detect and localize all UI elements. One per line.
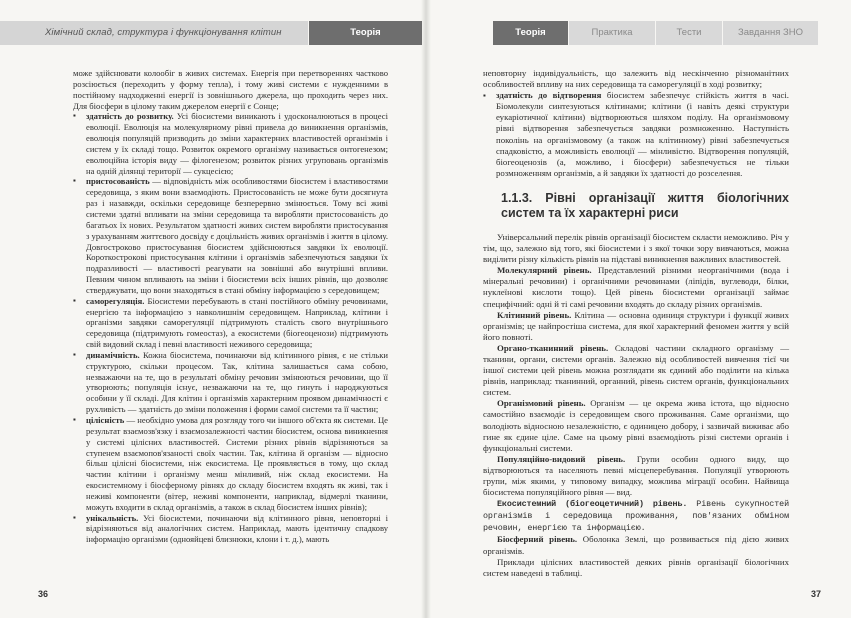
definition: Організм — це окрема жива істота, що відносно самостійно взаємодіє із середовищем свого проживання. Саме організми, що володіють відносною незалежністю, є одиницею добору, і зазвичай виживає або гине як єдине ціле. Саме на цьому рівні взаємодіють різні системи органів і функціональні системи. bbox=[483, 398, 789, 453]
right-page bbox=[426, 0, 851, 618]
list-item bbox=[483, 90, 789, 179]
level-item bbox=[483, 343, 789, 398]
term: Організмовий рівень. bbox=[497, 398, 586, 409]
book-gutter bbox=[421, 0, 431, 618]
tab-practice[interactable]: Практика bbox=[568, 21, 655, 45]
definition: Представлений різними неорганічними (вода і мінеральні речовини) і органічними речовинами (ліпідів, вуглеводи, білки, нуклеїнові кислоти тощо). Цей рівень біосистеми організації займає специфічний: одні й ті самі речовини входять до складу різних організмів. bbox=[483, 265, 789, 309]
paragraph: неповторну індивідуальність, що залежить від нескінченно різноманітних особливостей впливу на них середовища та саморегуляції в ході розвитку; bbox=[483, 68, 789, 90]
paragraph: Приклади цілісних властивостей деяких рівнів організації біологічних систем наведені в таблиці. bbox=[483, 556, 789, 578]
tab-zno-tasks[interactable]: Завдання ЗНО bbox=[722, 21, 818, 45]
list-item bbox=[73, 111, 388, 176]
term: Органо-тканинний рівень. bbox=[497, 342, 609, 353]
level-item bbox=[483, 265, 789, 309]
section-heading: 1.1.3. Рівні організації життя біологічних систем та їх характерні риси bbox=[501, 190, 789, 220]
definition: Клітина — основна одиниця структури і функції живих організмів; це найпростіша система, для якої характерний феномен життя у всій його повноті. bbox=[483, 309, 789, 342]
term: Екосистемний (біогеоцетичний) рівень. bbox=[497, 499, 688, 510]
term: Молекулярний рівень. bbox=[497, 265, 592, 276]
tab-tests[interactable]: Тести bbox=[655, 21, 722, 45]
list-item bbox=[73, 176, 388, 295]
term: цілісність bbox=[86, 415, 125, 425]
level-item bbox=[483, 310, 789, 343]
term: пристосованість bbox=[86, 176, 150, 187]
page-number-left: 36 bbox=[38, 589, 49, 599]
definition: Складові частини складного організму — тканини, органи, системи органів. Залежно від особливостей вивчення тієї чи іншої системи цей рівень можна розглядати як єдиний або поділити на кілька рівнів, наприклад: тканинний, органний, рівень систем органів, функціональних систем. bbox=[483, 342, 789, 398]
chapter-title: Хімічний склад, структура і функціонування клітин bbox=[0, 21, 308, 45]
level-item bbox=[483, 534, 789, 556]
tab-theory-left[interactable]: Теорія bbox=[308, 21, 422, 45]
term: саморегуляція. bbox=[86, 295, 145, 306]
definition: Усі біосистеми виникають і удосконалюються в процесі еволюції. Еволюція на молекулярному рівні привела до виникнення організмів, еволюція популяцій призводить до зміни характерних властивостей організмів і систем у їх складі тощо. Розвиток окремого організму називається онтогенезом; еволюційна історія виду — філогенезом; розвиток різних угруповань організмів на одній ділянці території — сукцесією; bbox=[86, 111, 388, 176]
term: Клітинний рівень. bbox=[497, 309, 572, 320]
definition: Біосистеми перебувають в стані постійного обміну речовинами, енергією та інформацією з навколишнім середовищем. Наприклад, клітини і організми завдяки саморегуляції підтримують сталість свого внутрішнього середовища (підтримують гомеостаз), а екосистеми (біогеоценози) підтримують свій видовий склад і певні властивості неживого середовища; bbox=[86, 295, 388, 350]
right-header bbox=[492, 21, 818, 45]
list-item bbox=[73, 296, 388, 350]
tab-theory[interactable]: Теорія bbox=[492, 21, 568, 45]
term: унікальність. bbox=[86, 512, 139, 523]
definition: — відповідність між особливостями біосистем і властивостями середовища, з яким вони взаємодіють. Пристосованість не може бути досягнута раз і назавжди, оскільки середовище безперервно змінюється. Тому всі живі системи здатні впливати на зміни середовища та виробляти пристосованість до багатьох їх нових. Результатом здатності живих систем виробляти пристосування з урахуванням життєвого досвіду є доцільність живих організмів і життя в цілому. Довгостроково пристосування біосистем здійснюються завдяки їх еволюції. Короткострокові пристосування клітини і організмів забезпечуються завдяки їх подразливості — властивості реагувати на зовнішні або внутрішні впливи. Певним чином впливають на зміни і біосистеми всіх інших рівнів, що дозволяє стверджувати, що вони знаходяться в стані обміну інформацією з середовищем; bbox=[86, 176, 388, 295]
level-item bbox=[483, 398, 789, 453]
list-item bbox=[73, 350, 388, 415]
left-header bbox=[0, 21, 422, 45]
term: здатність до розвитку. bbox=[86, 111, 174, 122]
term: Біосферний рівень. bbox=[497, 534, 578, 545]
definition: Оболонка Землі, що розвивається під дією живих організмів. bbox=[483, 534, 789, 556]
definition: — необхідно умова для розгляду того чи іншого об'єкта як системи. Це результат взаємозв'язку і взаємозалежності частин біосистем, основа виникнення у системі цілісних властивостей. Системи різних рівнів відрізняються за ступенем взаємопов'язаності своїх частин. Так, клітина й організм — відносно більш цілісні біосистеми, ніж екосистема. Це проявляється в тому, що склад частин клітини і організму менш мінливий, ніж склад екосистеми. На екосистемному і біосферному рівнях до складу біосистем входять як живі, так і неживі компоненти (вітер, неживі компоненти, наприклад, відмерлі тканини, можуть входити в склад організмів, а також в склад біосистем інших рівнів); bbox=[86, 415, 388, 512]
definition: біосистем забезпечує стійкість життя в часі. Біомолекули синтезуються клітинами; клітини (і навіть деякі структури еукаріотичної клітини) відтворюються шляхом поділу. На організмовому рівні відтворення забезпечується завдяки розмноженню. Наступність поколінь на організмовому (а також на клітинному) рівні забезпечується спадковістю, а можливість еволюції — мінливістю. Відтворення популяцій, біогеоценозів (а, можливо, і біосфери) забезпечується не тільки розмноженням організмів, а й завдяки їх здатності до розселення. bbox=[496, 90, 789, 178]
paragraph: Універсальний перелік рівнів організації біосистем скласти неможливо. Річ у тім, що, залежно від того, які біосистеми і з якої точки зору вивчаються, можна виділити різну кількість рівнів на підставі виникнення важливих властивостей. bbox=[483, 231, 789, 265]
left-body-text bbox=[73, 68, 388, 545]
level-item bbox=[483, 454, 789, 498]
definition: Усі біосистеми, починаючи від клітинного рівня, неповторні і відрізняються від аналогічних систем. Наприклад, мають ідентичну спадкову інформацію організми (однояйцеві близнюки, клони і т. д.), мають bbox=[86, 512, 388, 545]
list-item bbox=[73, 513, 388, 546]
definition: Кожна біосистема, починаючи від клітинного рівня, є не стільки структурою, скільки процесом. Так, клітина залишається сама собою, незважаючи на те, що в результаті обміну речовин змінюються речовини, що її утворюють; популяція існує, незважаючи на те, що гинуть і народжуються особини у її складі. Для клітин і організмів характерним проявом динамічності є рухливість — здатність до зміни положення і форми самої системи та її частин; bbox=[86, 349, 388, 415]
right-body-text bbox=[483, 68, 789, 579]
level-item bbox=[483, 498, 789, 534]
page-number-right: 37 bbox=[810, 589, 821, 599]
term: Популяційно-видовий рівень. bbox=[497, 453, 626, 464]
paragraph: може здійснювати колообіг в живих системах. Енергія при перетвореннях частково розсіюється (переходить у форму тепла), і тому живі системи є нужденними в постійному надходженні енергії із зовнішнього джерела, що проходить через них. Для біосфери в цілому таким джерелом енергії є Сонце; bbox=[73, 68, 388, 111]
definition: Рівень сукупностей організмів і середовища проживання, пов'язаних обміном речовин, енергією та інформацією. bbox=[483, 499, 789, 534]
term: динамічність. bbox=[86, 349, 140, 360]
term: здатність до відтворення bbox=[496, 90, 602, 101]
definition: Групи особин одного виду, що відтворюються та населяють певні місцеперебування. Популяції утворюють групи, між якими, у типовому випадку, можлива міграції особин. Найвища біосистема популяційного рівня — вид. bbox=[483, 453, 790, 498]
list-item bbox=[73, 415, 388, 513]
